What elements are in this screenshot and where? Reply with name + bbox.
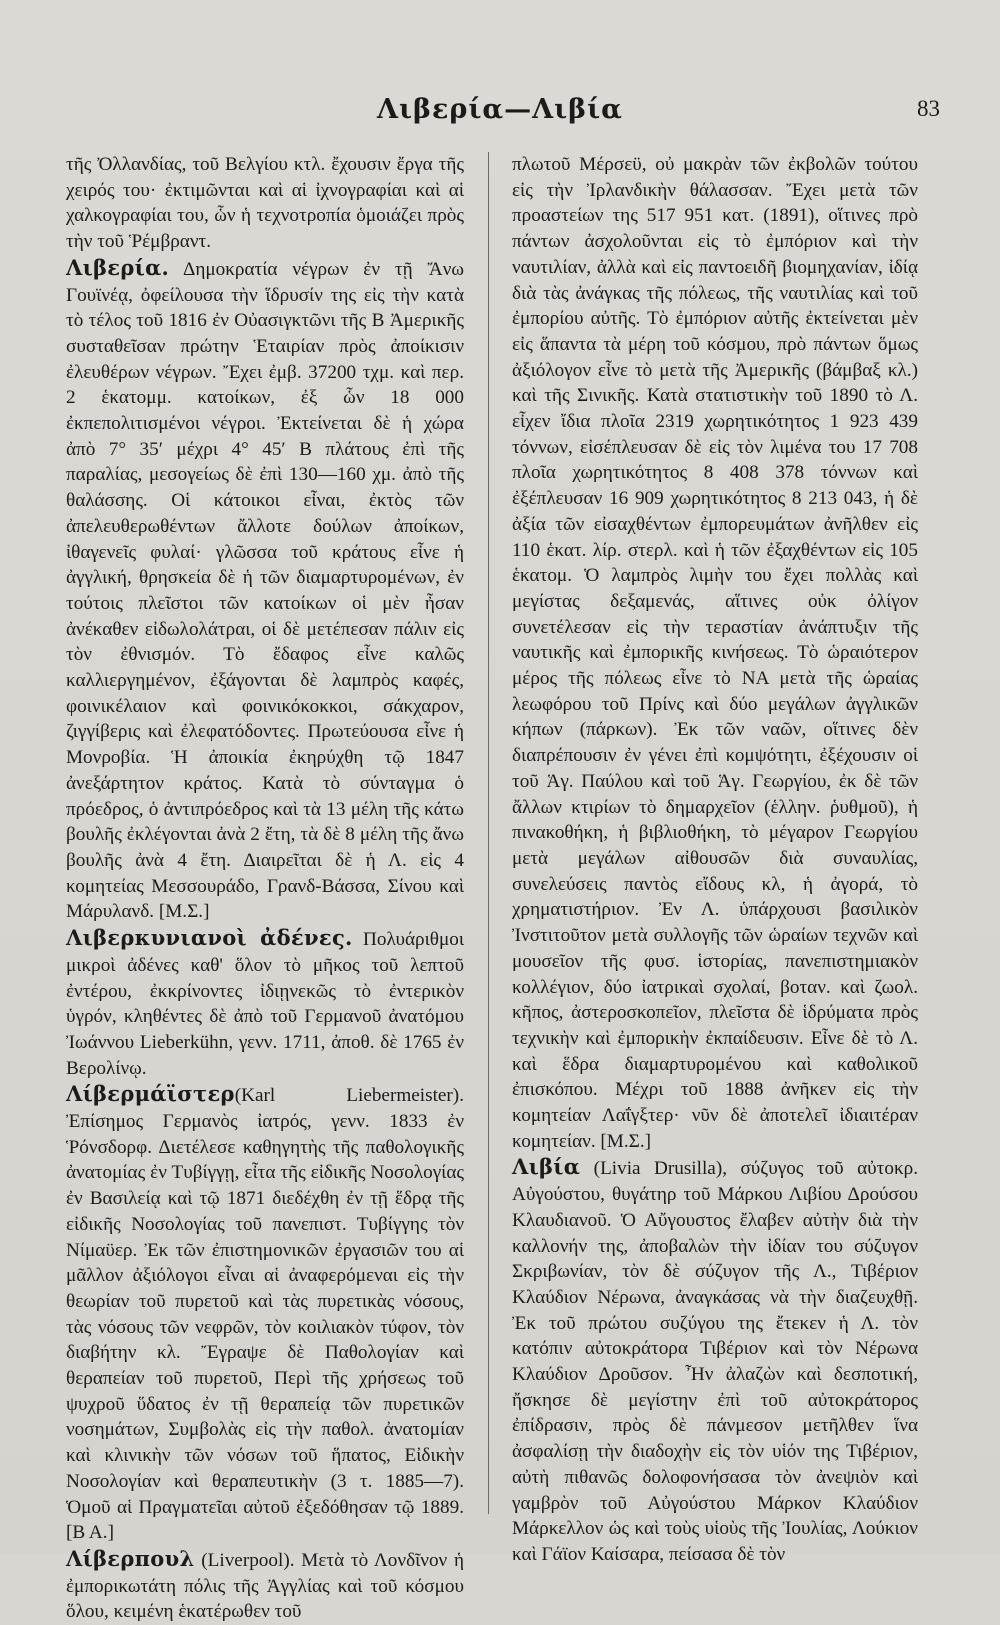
entry-text: Πολυάριθμοι μικροὶ ἀδένες καθ' ὅλον τὸ μῆκος τοῦ λεπτοῦ ἐντέρου, ἐκκρίνοντες ἰδιῃνεκῶς τὸ ἐντερικὸν ὑγρόν, κληθέντες δὲ ἀπὸ τοῦ Γερμανοῦ ἀνατόμου Ἰωάννου Lieberkühn, γενν. 1711, ἀποθ. δὲ 1765 ἐν Βερολίνῳ.	[66, 929, 464, 1079]
running-title: Λιβερία—Λιβία	[377, 94, 623, 125]
entry-headword: Λιβερκυνιανοὶ ἀδένες.	[66, 925, 353, 951]
entry-text: (Liverpool). Μετὰ τὸ Λονδῖνον ἡ ἐμπορικωτάτη πόλις τῆς Ἀγγλίας καὶ τοῦ κόσμου ὅλου, κειμένη ἑκατέρωθεν τοῦ	[66, 1549, 464, 1623]
entry-headword: Λίβερμάϊστερ	[66, 1081, 235, 1107]
entry-headword: Λιβερία.	[66, 254, 170, 280]
continued-entry-text: πλωτοῦ Μέρσεϋ, οὐ μακρὰν τῶν ἐκβολῶν τούτου εἰς τὴν Ἰρλανδικὴν θάλασσαν. Ἔχει μετὰ τῶν προαστείων της 517 951 κατ. (1891), οἵτινες πρὸ πάντων ἀσχολοῦνται εἰς τὸ ἐμπόριον καὶ τὴν ναυτιλίαν, ἀλλὰ καὶ εἰς παντοειδῆ βιομηχανίαν, ἰδίᾳ διὰ τὰς ἀνάγκας τῆς πόλεως, τῆς ναυτιλίας καὶ τοῦ ἐμπορίου αὐτῆς. Τὸ ἐμπόριον αὐτῆς ἐκτείνεται μὲν εἰς ἅπαντα τὰ μέρη τοῦ κόσμου, πρὸ πάντων ὅμως ἀξιόλογον εἶνε τὸ μετὰ τῆς Ἀμερικῆς (βάμβαξ κλ.) καὶ τῆς Σινικῆς. Κατὰ στατιστικὴν τοῦ 1890 τὸ Λ. εἶχεν ἴδια πλοῖα 2319 χωρητικότητος 1 923 439 τόννων, εἰσέπλευσαν δὲ εἰς τὸν λιμένα του 17 708 πλοῖα χωρητικότητος 8 408 378 τόννων καὶ ἐξέπλευσαν 16 909 χωρητικότητος 8 213 043, ἡ δὲ ἀξία τῶν εἰσαχθέντων ἐμπορευμάτων ἀνῆλθεν εἰς 110 ἑκατ. λίρ. στερλ. καὶ ἡ τῶν ἐξαχθέντων εἰς 105 ἑκατομ. Ὁ λαμπρὸς λιμὴν του ἔχει πολλὰς καὶ μεγίστας δεξαμενάς, αἵτινες οὐκ ὀλίγον συνετέλεσαν εἰς τὴν τεραστίαν ἀνάπτυξιν τῆς ναυτικῆς καὶ ἐμπορικῆς κινήσεως. Τὸ ὡραιότερον μέρος τῆς πόλεως εἶνε τὸ ΝΑ μετὰ τῆς ὡραίας λεωφόρου τοῦ Πρίνς καὶ δύο μεγάλων ἀγγλικῶν κήπων (πάρκων). Ἐκ τῶν ναῶν, οἵτινες δὲν διαπρέπουσιν ἐν γένει ἐπὶ κομψότητι, ἐξέχουσιν οἱ τοῦ Ἁγ. Παύλου καὶ τοῦ Ἁγ. Γεωργίου, ἐκ δὲ τῶν ἄλλων κτιρίων τὸ δημαρχεῖον (ἑλλην. ῥυθμοῦ), ἡ πινακοθήκη, ἡ βιβλιοθήκη, τὸ μέγαρον Γεωργίου μετὰ μεγάλων αἰθουσῶν διὰ συναυλίας, συνελεύσεις παντὸς εἴδους κλ, ἡ ἀγορά, τὸ χρηματιστήριον. Ἐν Λ. ὑπάρχουσι βασιλικὸν Ἰνστιτοῦτον μετὰ συλλογῆς τῶν ὡραίων τεχνῶν καὶ μουσεῖον τῆς φυσ. ἱστορίας, πανεπιστημιακὸν κολλέγιον, δύο ἰατρικαὶ σχολαί, βοταν. καὶ ζωολ. κῆπος, ἀστεροσκοπεῖον, πλεῖστα δὲ ἱδρύματα πρὸς τεχνικὴν καὶ ἐμπορικὴν ἐκπαίδευσιν. Εἶνε δὲ τὸ Λ. καὶ ἕδρα διαμαρτυρομένου καὶ καθολικοῦ ἐπισκόπου. Μέχρι τοῦ 1888 ἀνῆκεν εἰς τὴν κομητείαν Λαΐγξτερ· νῦν δὲ ἀποτελεῖ ἰδιαιτέραν κομητείαν. [Μ.Σ.]	[512, 154, 918, 1152]
entry-text: (Karl Liebermeister). Ἐπίσημος Γερμανὸς ἰατρός, γενν. 1833 ἐν Ῥόνσδορφ. Διετέλεσε καθηγητὴς τῆς παθολογικῆς ἀνατομίας ἐν Τυβίγγῃ, εἶτα τῆς εἰδικῆς Νοσολογίας ἐν Βασιλείᾳ καὶ τῷ 1871 διεδέχθη ἐν τῇ ἕδρᾳ τῆς εἰδικῆς Νοσολογίας τοῦ πανεπιστ. Τυβίγγης τὸν Νίμαϋερ. Ἐκ τῶν ἐπιστημονικῶν ἐργασιῶν του αἱ μᾶλλον ἀξιόλογοι εἶναι αἱ ἀναφερόμεναι εἰς τὴν θεωρίαν τοῦ πυρετοῦ καὶ τὰς πυρετικὰς νόσους, τὰς νόσους τῶν νεφρῶν, τὸν κοιλιακὸν τύφον, τὸν διαβήτην κλ. Ἔγραψε δὲ Παθολογίαν καὶ θεραπείαν τοῦ πυρετοῦ, Περὶ τῆς χρήσεως τοῦ ψυχροῦ ὕδατος ἐν τῇ θεραπείᾳ τῶν πυρετικῶν νοσημάτων, Συμβολὰς εἰς τὴν παθολ. ἀνατομίαν καὶ κλινικὴν τῶν νόσων τοῦ ἥπατος, Εἰδικὴν Νοσολογίαν καὶ θεραπευτικὴν (3 τ. 1885—7). Ὁμοῦ αἱ Πραγματεῖαι αὐτοῦ ἐξεδόθησαν τῷ 1889. [Β Α.]	[66, 1085, 464, 1544]
entry-text: (Livia Drusilla), σύζυγος τοῦ αὐτοκρ. Αὐγούστου, θυγάτηρ τοῦ Μάρκου Λιβίου Δρούσου Κλαυδιανοῦ. Ὁ Αὔγουστος ἔλαβεν αὐτὴν διὰ τὴν καλλονήν της, ἀποβαλὼν τὴν ἰδίαν του σύζυγον Σκριβωνίαν, τὸν δὲ σύζυγον τῆς Λ., Τιβέριον Κλαύδιον Νέρωνα, ἀναγκάσας νὰ τὴν διαζευχθῇ. Ἐκ τοῦ πρώτου συζύγου της ἔτεκεν ἡ Λ. τὸν κατόπιν αὐτοκράτορα Τιβέριον καὶ τὸν Νέρωνα Κλαύδιον Δροῦσον. Ἦν ἀλαζὼν καὶ δεσποτική, ἤσκησε δὲ μεγίστην ἐπὶ τοῦ αὐτοκράτορος ἐπίδρασιν, πρὸς δὲ πάνμεσον μετῆλθεν ἵνα ἀσφαλίσῃ τὴν διαδοχὴν εἰς τὸν υἱόν της Τιβέριον, αὐτὴ πιθανῶς δολοφονήσασα τὸν ἀνεψιὸν καὶ γαμβρὸν τοῦ Αὐγούστου Μάρκον Κλαύδιον Μάρκελλον ὡς καὶ τοὺς υἱοὺς τῆς Ἰουλίας, Λούκιον καὶ Γάϊον Καίσαρα, πείσασα δὲ τὸν	[512, 1158, 918, 1565]
entry-liberia	[66, 255, 464, 925]
entry-headword: Λιβία	[512, 1154, 581, 1180]
entry-liebermeister	[66, 1081, 464, 1546]
page-number: 83	[917, 96, 940, 121]
running-head	[60, 94, 940, 134]
left-column	[66, 152, 464, 1625]
column-divider	[488, 152, 489, 1514]
entry-liverpool	[66, 1546, 464, 1625]
right-column	[512, 152, 918, 1568]
continued-entry-text: τῆς Ὀλλανδίας, τοῦ Βελγίου κτλ. ἔχουσιν ἔργα τῆς χειρός του· ἐκτιμῶνται καὶ αἱ ἰχνογραφίαι καὶ αἱ χαλκογραφίαι του, ὧν ἡ τεχνοτροπία ὁμοιάζει πρὸς τὴν τοῦ Ῥέμβραντ.	[66, 154, 464, 253]
entry-lieberkuehn-glands	[66, 925, 464, 1081]
entry-headword: Λίβερπουλ	[66, 1545, 195, 1571]
entry-livia	[512, 1154, 918, 1567]
entry-text: Δημοκρατία νέγρων ἐν τῇ Ἄνω Γουϊνέᾳ, ὀφείλουσα τὴν ἵδρυσίν της εἰς τὴν κατὰ τὸ τέλος τοῦ 1816 ἐν Οὐασιγκτῶνι τῆς Β Ἀμερικῆς συσταθεῖσαν πρώτην Ἑταιρίαν πρὸς ἀποίκισιν ἐλευθέρων νέγρων. Ἔχει ἐμβ. 37200 τχμ. καὶ περ. 2 ἑκατομμ. κατοίκων, ἐξ ὧν 18 000 ἐκπεπολιτισμένοι νέγροι. Ἐκτείνεται δὲ ἡ χώρα ἀπὸ 7° 35′ μέχρι 4° 45′ Β πλάτους ἐπὶ τῆς παραλίας, μεσογείως δὲ ἐπὶ 130—160 χμ. ἀπὸ τῆς θαλάσσης. Οἱ κάτοικοι εἶναι, ἐκτὸς τῶν ἀπελευθερωθέντων ἄλλοτε δούλων ἀποίκων, ἰθαγενεῖς φυλαί· γλῶσσα τοῦ κράτους εἶνε ἡ ἀγγλική, θρησκεία δὲ ἡ τῶν διαμαρτυρομένων, ἐν τούτοις πλεῖστοι τῶν κατοίκων οἱ μὲν ἦσαν ἀνέκαθεν εἰδωλολάτραι, οἱ δὲ μετέπεσαν πάλιν εἰς τὸν ἐθνισμόν. Τὸ ἔδαφος εἶνε καλῶς καλλιεργημένον, ἐξάγονται δὲ λαμπρὸς καφές, φοινικέλαιον καὶ φοινικόκοκκοι, σάκχαρον, ζιγγίβερις καὶ ἐλεφατόδοντες. Πρωτεύουσα εἶνε ἡ Μονροβία. Ἡ ἀποικία ἐκηρύχθη τῷ 1847 ἀνεξάρτητον κράτος. Κατὰ τὸ σύνταγμα ὁ πρόεδρος, ὁ ἀντιπρόεδρος καὶ τὰ 13 μέλη τῆς κάτω βουλῆς ἐκλέγονται ἀνὰ 2 ἔτη, τὰ δὲ 8 μέλη τῆς ἄνω βουλῆς ἀνὰ 4 ἔτη. Διαιρεῖται δὲ ἡ Λ. εἰς 4 κομητείας Μεσσουράδο, Γρανδ-Βάσσα, Σίνου καὶ Μάρυλανδ. [Μ.Σ.]	[66, 258, 464, 923]
